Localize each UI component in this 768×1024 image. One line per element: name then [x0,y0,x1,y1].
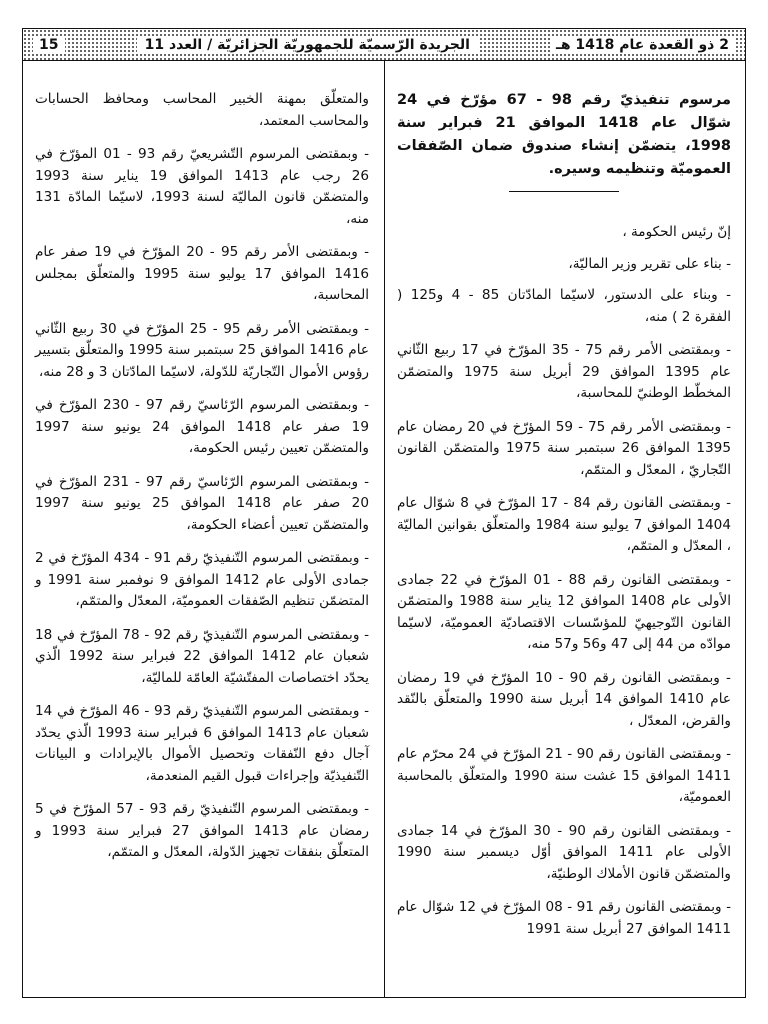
text-paragraph: - بناء على تقرير وزير الماليّة، [568,255,731,272]
text-paragraph: والمتعلّق بمهنة الخبير المحاسب ومحافظ الحسابات والمحاسب المعتمد، [35,91,369,129]
column-divider [384,61,385,997]
text-paragraph: - وبمقتضى المرسوم التّنفيذيّ رقم 92 - 78 المؤرّخ في 18 شعبان عام 1412 الموافق 22 فبراير سنة 1992 الّذي يحدّد اختصاصات المفتّشيّة العامّة للماليّة، [35,626,369,686]
text-paragraph: - وبمقتضى القانون رقم 84 - 17 المؤرّخ في 8 شوّال عام 1404 الموافق 7 يوليو سنة 1984 والمتعلّق بقوانين الماليّة ، المعدّل و المتمّم، [397,495,731,554]
text-paragraph: - وبمقتضى القانون رقم 91 - 08 المؤرّخ في 12 شوّال عام 1411 الموافق 27 أبريل سنة 1991 [397,899,731,937]
text-paragraph: - وبمقتضى القانون رقم 90 - 10 المؤرّخ في 19 رمضان عام 1410 الموافق 14 أبريل سنة 1990 والمتعلّق بالنّقد والقرض، المعدّل ، [397,669,731,729]
header-title: الجريدة الرّسميّة للجمهوريّة الجزائريّة / العدد 11 [137,36,478,54]
right-column [397,89,731,952]
text-paragraph: - وبمقتضى القانون رقم 88 - 01 المؤرّخ في 22 جمادى الأولى عام 1408 الموافق 12 يناير سنة 1988 والمتضمّن القانون التّوجيهيّ للمؤسّسات الاقتصاديّة العموميّة، لاسيّما موادّه من 44 إلى 47 و56 و57 منه، [397,571,732,652]
text-paragraph: - وبمقتضى القانون رقم 90 - 30 المؤرّخ في 14 جمادى الأولى عام 1411 الموافق أوّل ديسمبر سنة 1990 والمتضمّن قانون الأملاك الوطنيّة، [397,822,732,882]
header-date: 2 ذو القعدة عام 1418 هـ [550,36,735,54]
decree-title: مرسوم تنفيذيّ رقم 98 - 67 مؤرّخ في 24 شوّال عام 1418 الموافق 21 فبراير سنة 1998، يتضمّن إنشاء صندوق ضمان الصّفقات العموميّة وتنظيمه وسيره. [397,92,732,177]
left-column [35,89,369,876]
text-paragraph: - وبمقتضى القانون رقم 90 - 21 المؤرّخ في 24 محرّم عام 1411 الموافق 15 غشت سنة 1990 والمتعلّق بالمحاسبة العموميّة، [397,746,731,805]
text-paragraph: - وبمقتضى المرسوم التّنفيذيّ رقم 91 - 434 المؤرّخ في 2 جمادى الأولى عام 1412 الموافق 9 نوفمبر سنة 1991 و المتضمّن تنظيم الصّفقات العموميّة، المعدّل والمتمّم، [35,550,369,609]
text-paragraph: - وبمقتضى المرسوم الرّئاسيّ رقم 97 - 230 المؤرّخ في 19 صفر عام 1418 الموافق 24 يونيو سنة 1997 والمتضمّن تعيين رئيس الحكومة، [35,397,369,456]
text-paragraph: إنّ رئيس الحكومة ، [622,224,731,240]
text-paragraph: - وبمقتضى المرسوم الرّئاسيّ رقم 97 - 231 المؤرّخ في 20 صفر عام 1418 الموافق 25 يونيو سنة 1997 والمتضمّن تعيين أعضاء الحكومة، [35,473,369,533]
text-paragraph: - وبمقتضى الأمر رقم 75 - 35 المؤرّخ في 17 ربيع الثّاني عام 1395 الموافق 29 أبريل سنة 1975 والمتضمّن المخطّط الوطنيّ للمحاسبة، [397,342,731,401]
text-paragraph: - وبمقتضى الأمر رقم 75 - 59 المؤرّخ في 20 رمضان عام 1395 الموافق 26 سبتمبر سنة 1975 والمتضمّن القانون التّجاريّ ، المعدّل و المتمّم، [397,418,731,478]
title-rule [509,191,619,192]
text-paragraph: - وبناء على الدستور، لاسيّما المادّتان 85 - 4 و125 ( الفقرة 2 ) منه، [397,287,731,325]
page-number: 15 [33,36,64,54]
text-paragraph: - وبمقتضى المرسوم التّنفيذيّ رقم 93 - 57 المؤرّخ في 5 رمضان عام 1413 الموافق 27 فبراير سنة 1993 و المتعلّق بنفقات تجهيز الدّولة، المعدّل و المتمّم، [35,801,369,860]
text-paragraph: - وبمقتضى المرسوم التّنفيذيّ رقم 93 - 46 المؤرّخ في 14 شعبان عام 1413 الموافق 6 فبراير سنة 1993 الّذي يحدّد آجال دفع النّفقات وتحصيل الأموال بالإيرادات و البيانات التّنفيذيّة وإجراءات قبول القيم المنعدمة، [35,703,369,784]
gazette-page [22,28,746,998]
text-paragraph: - وبمقتضى الأمر رقم 95 - 25 المؤرّخ في 30 ربيع الثّاني عام 1416 الموافق 25 سبتمبر سنة 1995 والمتعلّق بتسيير رؤوس الأموال التّجاريّة للدّولة، لاسيّما المادّتان 3 و 28 منه، [35,320,369,380]
text-paragraph: - وبمقتضى المرسوم التّشريعيّ رقم 93 - 01 المؤرّخ في 26 رجب عام 1413 الموافق 19 يناير سنة 1993 والمتضمّن قانون الماليّة لسنة 1993، لاسيّما المادّة 131 منه، [35,146,369,227]
page-header [23,29,745,61]
text-paragraph: - وبمقتضى الأمر رقم 95 - 20 المؤرّخ في 19 صفر عام 1416 الموافق 17 يوليو سنة 1995 والمتعلّق بمجلس المحاسبة، [35,244,370,303]
